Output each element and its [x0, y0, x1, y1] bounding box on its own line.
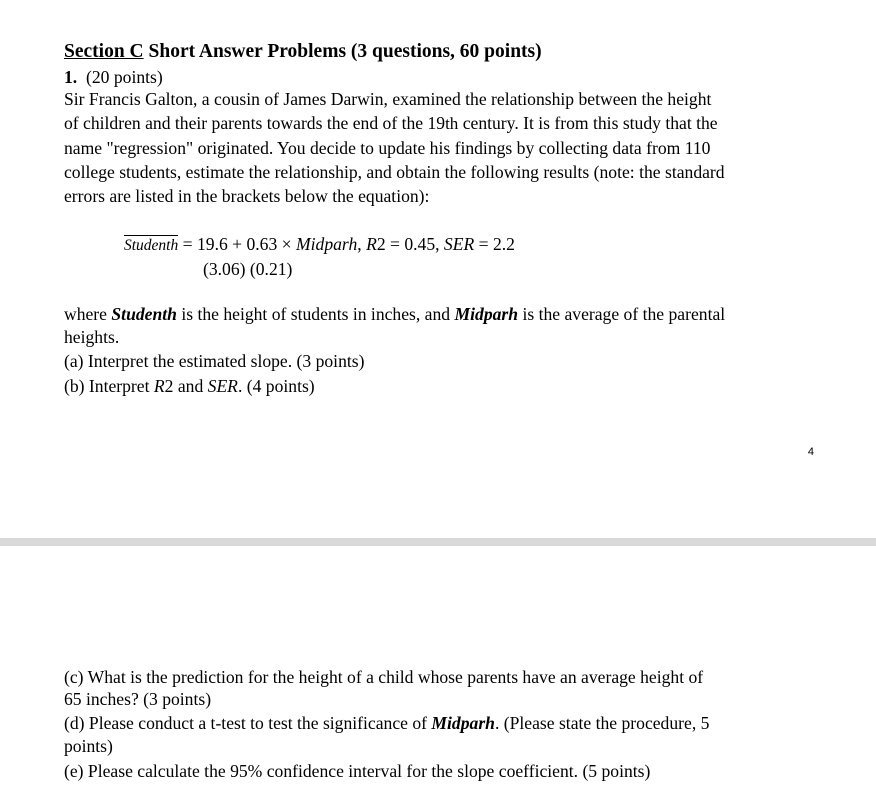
equation-var: Midparh: [296, 234, 358, 254]
intro-line-2: of children and their parents towards the end of the 19th century. It is from this study that the: [64, 113, 718, 133]
part-d-post: . (Please state the procedure, 5: [494, 713, 710, 733]
part-d-line-1: [64, 713, 709, 733]
page-separator: [0, 538, 876, 546]
r2-sup: 2: [376, 234, 386, 254]
part-b-pre: (b) Interpret: [64, 376, 154, 396]
regression-equation: [124, 234, 515, 255]
intro-line-4: college students, estimate the relationship, and obtain the following results (note: the standard: [64, 162, 725, 182]
part-e: (e) Please calculate the 95% confidence interval for the slope coefficient. (5 points): [64, 761, 651, 781]
part-d-pre: (d) Please conduct a t-test to test the significance of: [64, 713, 432, 733]
r2-value: = 0.45,: [385, 234, 444, 254]
predicted-studenth: Studenth: [124, 234, 178, 255]
question-1-header: [64, 67, 163, 87]
intro-line-1: Sir Francis Galton, a cousin of James Darwin, examined the relationship between the height: [64, 89, 712, 109]
part-b-r: R: [153, 376, 165, 396]
part-b-post: . (4 points): [237, 376, 315, 396]
where-line-2: heights.: [64, 327, 120, 347]
question-number: 1.: [64, 67, 78, 87]
equation-coefficients: = 19.6 + 0.63 ×: [178, 234, 296, 254]
page-2: [0, 546, 876, 804]
where-line-1: [64, 304, 725, 324]
r2-label: R: [366, 234, 377, 254]
part-b-mid: and: [173, 376, 208, 396]
where-text-2: is the height of students in inches, and: [176, 304, 455, 324]
part-c-line-1: (c) What is the prediction for the height of a child whose parents have an average height of: [64, 667, 704, 687]
intro-line-3: name "regression" originated. You decide to update his findings by collecting data from 110: [64, 138, 711, 158]
section-title: [64, 42, 542, 62]
part-b: [64, 376, 315, 396]
part-b-sup: 2: [164, 376, 174, 396]
where-text-3: is the average of the parental: [518, 304, 726, 324]
standard-errors: (3.06) (0.21): [203, 259, 293, 279]
part-c-line-2: 65 inches? (3 points): [64, 689, 212, 709]
intro-line-5: errors are listed in the brackets below the equation):: [64, 186, 430, 206]
var-studenth: Studenth: [111, 304, 177, 324]
part-a: (a) Interpret the estimated slope. (3 points): [64, 351, 365, 371]
section-label: Section C: [64, 41, 144, 62]
where-text: where: [64, 304, 112, 324]
section-title-text: Short Answer Problems (3 questions, 60 points): [143, 41, 542, 62]
part-d-line-2: points): [64, 736, 113, 756]
var-midparh: Midparh: [454, 304, 519, 324]
page-number: 4: [807, 446, 814, 458]
ser-value: = 2.2: [474, 234, 515, 254]
part-d-var: Midparh: [431, 713, 495, 733]
eq-sep: ,: [357, 234, 367, 254]
question-points: (20 points): [86, 67, 163, 87]
ser-label: SER: [443, 234, 475, 254]
part-b-ser: SER: [207, 376, 238, 396]
